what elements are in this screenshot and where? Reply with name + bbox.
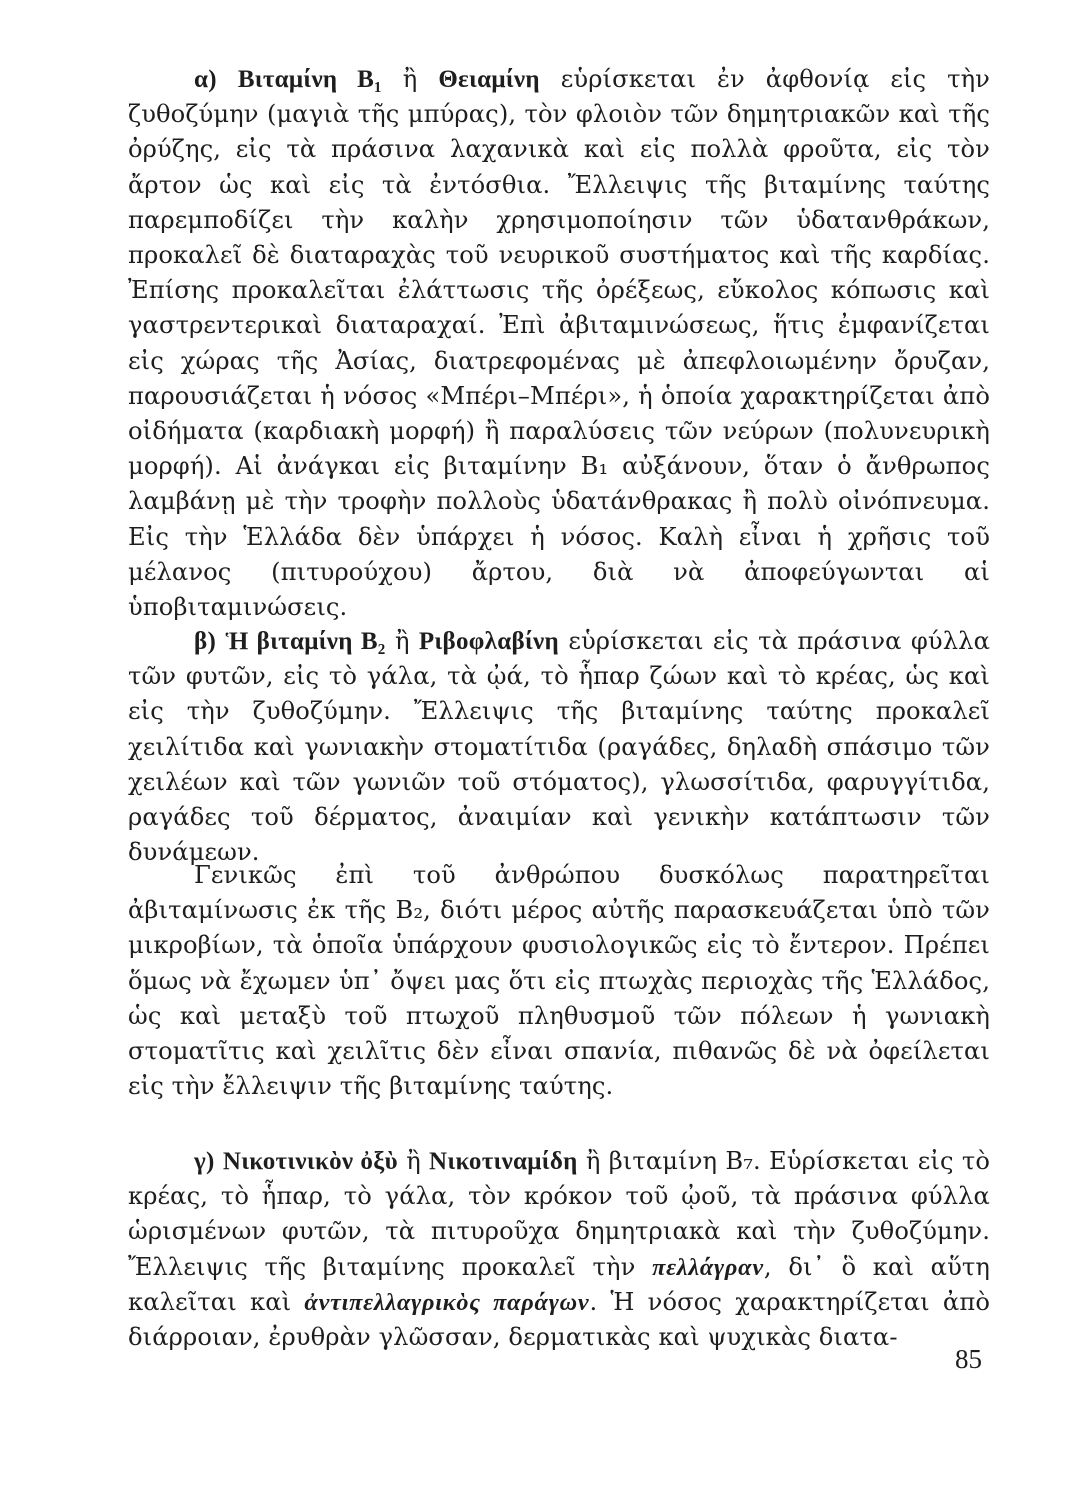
heading-connector: ἢ	[385, 627, 419, 655]
section-label-c: γ)	[194, 1148, 215, 1175]
paragraph-general-b2	[128, 858, 990, 1108]
heading-connector: ἢ	[397, 1147, 430, 1175]
paragraph-c-text-1: ἢ βιταμίνη Β₇. Εὑρίσκεται εἰς τὸ κρέας, τὸ ἧπαρ, τὸ γάλα, τὸν κρόκον τοῦ ᾠοῦ, τὰ πράσινα φύλλα ὡρισμένων φυτῶν, τὰ πιτυροῦχα δημητριακὰ καὶ τὴν ζυθοζύμην. Ἔλλειψις τῆς βιταμίνης προκαλεῖ τὴν	[128, 1147, 990, 1281]
paragraph-a-body: εὑρίσκεται ἐν ἀφθονίᾳ εἰς τὴν ζυθοζύμην (μαγιὰ τῆς μπύρας), τὸν φλοιὸν τῶν δημητριακῶν καὶ τῆς ὀρύζης, εἰς τὰ πράσινα λαχανικὰ καὶ εἰς πολλὰ φροῦτα, εἰς τὸν ἄρτον ὡς καὶ εἰς τὰ ἐντόσθια. Ἔλλειψις τῆς βιταμίνης ταύτης παρεμποδίζει τὴν καλὴν χρησιμοποίησιν τῶν ὑδατανθράκων, προκαλεῖ δὲ διαταραχὰς τοῦ νευρικοῦ συστήματος καὶ τῆς καρδίας. Ἐπίσης προκαλεῖται ἐλάττωσις τῆς ὀρέξεως, εὔκολος κόπωσις καὶ γαστρεντερικαὶ διαταραχαί. Ἐπὶ ἀβιταμινώσεως, ἥτις ἐμφανίζεται εἰς χώρας τῆς Ἀσίας, διατρεφομένας μὲ ἀπεφλοιωμένην ὄρυζαν, παρουσιάζεται ἡ νόσος «Μπέρι–Μπέρι», ἡ ὁποία χαρακτηρίζεται ἀπὸ οἰδήματα (καρδιακὴ μορφή) ἢ παραλύσεις τῶν νεύρων (πολυνευρικὴ μορφή). Αἱ ἀνάγκαι εἰς βιταμίνην Β₁ αὐξάνουν, ὅταν ὁ ἄνθρωπος λαμβάνῃ μὲ τὴν τροφὴν πολλοὺς ὑδατάνθρακας ἢ πολὺ οἰνόπνευμα. Εἰς τὴν Ἑλλάδα δὲν ὑπάρχει ἡ νόσος. Καλὴ εἶναι ἡ χρῆσις τοῦ μέλανος (πιτυρούχου) ἄρτου, διὰ νὰ ἀποφεύγωνται αἱ ὑποβιταμινώσεις.	[128, 65, 990, 622]
document-page	[128, 62, 990, 1355]
heading-vitamin-b1: Βιταμίνη Β₁	[237, 66, 382, 93]
heading-nicotinic-acid: Νικοτινικὸν ὀξὺ	[222, 1148, 398, 1175]
section-label-b: β)	[194, 628, 217, 655]
paragraph-general-body: Γενικῶς ἐπὶ τοῦ ἀνθρώπου δυσκόλως παρατηρεῖται ἀβιταμίνωσις ἐκ τῆς Β₂, διότι μέρος αὐτῆς παρασκευάζεται ὑπὸ τῶν μικροβίων, τὰ ὁποῖα ὑπάρχουν φυσιολογικῶς εἰς τὸ ἔντερον. Πρέπει ὅμως νὰ ἔχωμεν ὑπ᾽ ὄψει μας ὅτι εἰς πτωχὰς περιοχὰς τῆς Ἑλλάδος, ὡς καὶ μεταξὺ τοῦ πτωχοῦ πληθυσμοῦ τῶν πόλεων ἡ γωνιακὴ στοματῖτις καὶ χειλῖτις δὲν εἶναι σπανία, πιθανῶς δὲ νὰ ὀφείλεται εἰς τὴν ἔλλειψιν τῆς βιταμίνης ταύτης.	[128, 861, 990, 1101]
emphasis-pellagra: πελλάγραν	[652, 1253, 764, 1281]
paragraph-nicotinic-acid	[128, 1144, 990, 1355]
paragraph-vitamin-b1	[128, 62, 990, 622]
heading-nicotinamide: Νικοτιναμίδη	[429, 1148, 578, 1175]
paragraph-b-body: εὑρίσκεται εἰς τὰ πράσινα φύλλα τῶν φυτῶν, εἰς τὸ γάλα, τὰ ᾠά, τὸ ἧπαρ ζώων καὶ τὸ κρέας, ὡς καὶ εἰς τὴν ζυθοζύμην. Ἔλλειψις τῆς βιταμίνης ταύτης προκαλεῖ χειλίτιδα καὶ γωνιακὴν στοματίτιδα (ραγάδες, δηλαδὴ σπάσιμο τῶν χειλέων καὶ τῶν γωνιῶν τοῦ στόματος), γλωσσίτιδα, φαρυγγίτιδα, ραγάδες τοῦ δέρματος, ἀναιμίαν καὶ γενικὴν κατάπτωσιν τῶν δυνάμεων.	[128, 627, 991, 867]
emphasis-antipellagra-factor: ἀντιπελλαγρικὸς παράγων	[304, 1288, 590, 1316]
page-number: 85	[955, 1344, 982, 1374]
paragraph-vitamin-b2	[128, 624, 991, 867]
heading-thiamine: Θειαμίνη	[438, 66, 540, 93]
paragraph-c-text-2: , δι᾽ ὃ καὶ αὕτη καλεῖται καὶ	[128, 1252, 990, 1316]
heading-vitamin-b2: Ἡ βιταμίνη Β₂	[225, 628, 386, 655]
section-label-a: α)	[194, 66, 217, 93]
heading-riboflavin: Ριβοφλαβίνη	[418, 628, 559, 655]
paragraph-c-text-3: . Ἡ νόσος χαρακτηρίζεται ἀπὸ διάρροιαν, ἐρυθρὰν γλῶσσαν, δερματικὰς καὶ ψυχικὰς διατα-	[128, 1287, 990, 1352]
heading-connector: ἢ	[381, 65, 439, 93]
